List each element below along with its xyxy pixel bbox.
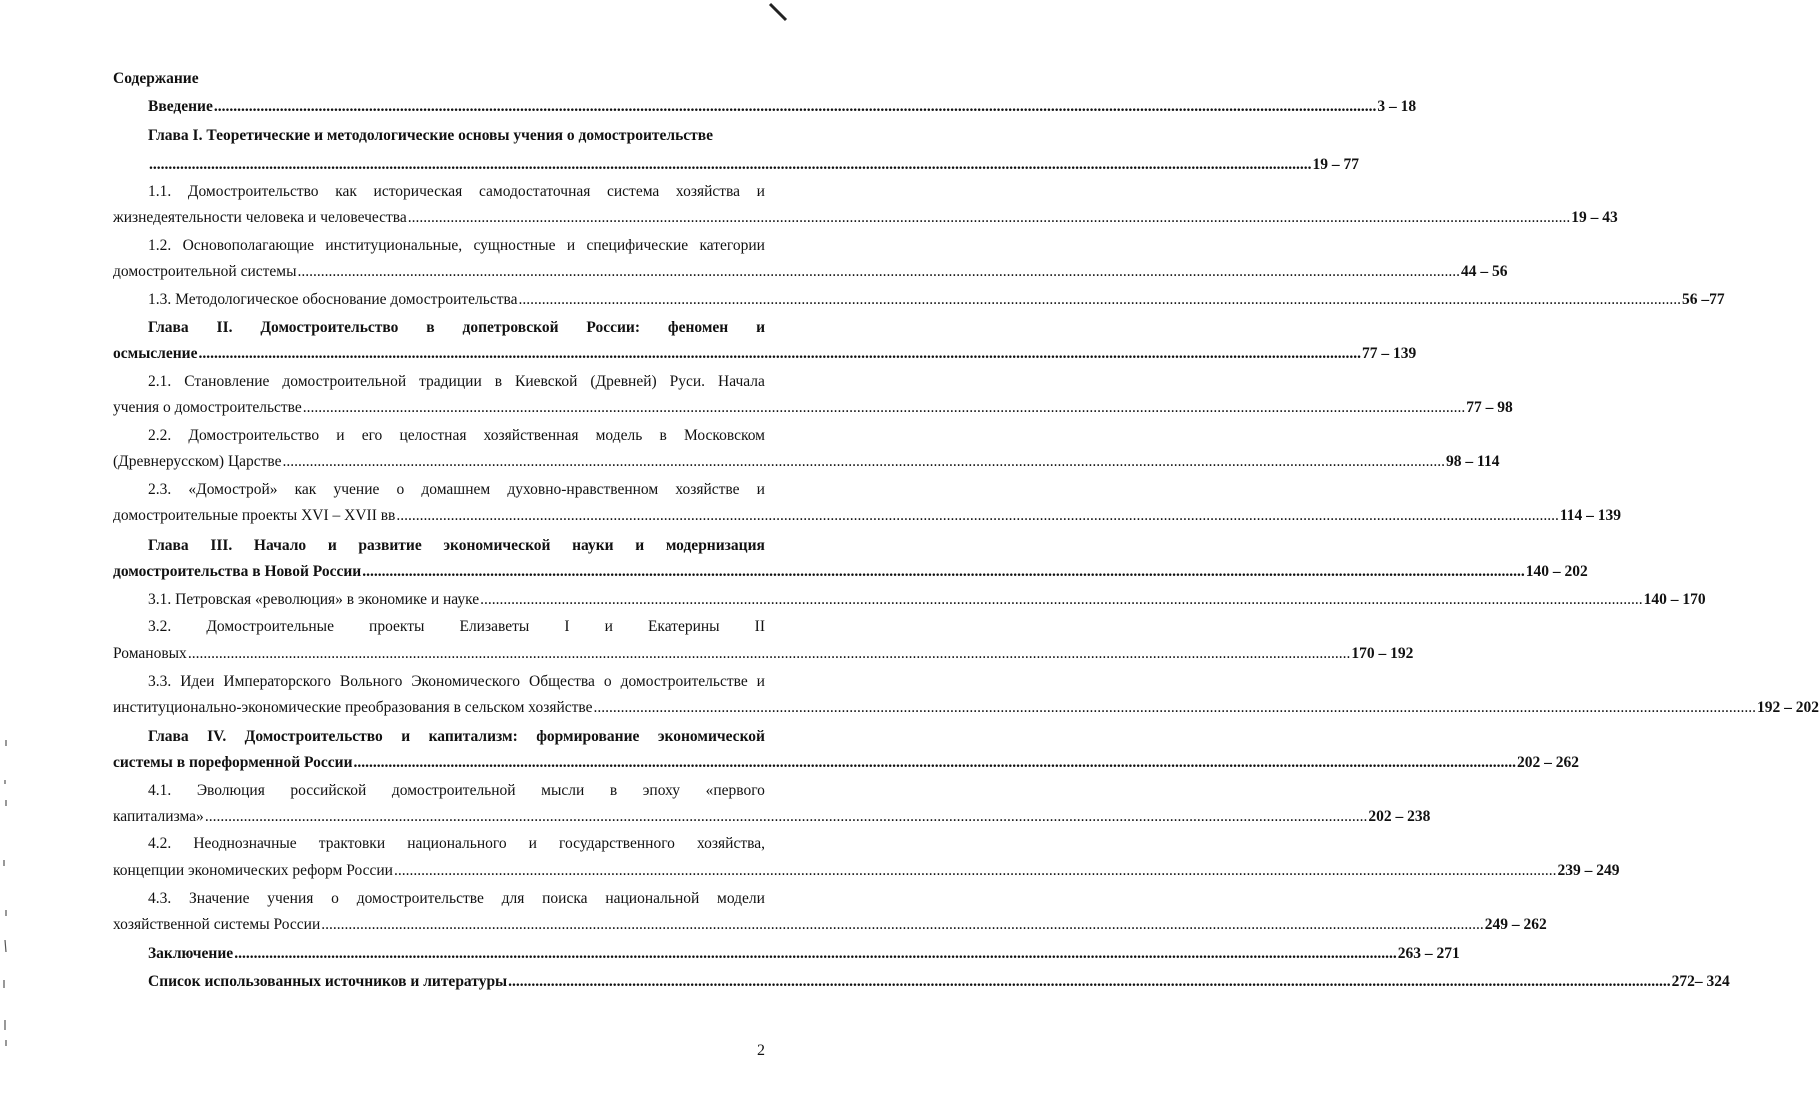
- entry-pages: 249 – 262: [1484, 916, 1547, 933]
- entry-pages: 77 – 139: [1362, 345, 1417, 362]
- toc-entry-1-3: 1.3. Методологическое обоснование домостроительства ............................................................................................................................................................................................................................................................................................................ 56 –77: [148, 291, 1725, 308]
- entry-pages: 140 – 202: [1525, 563, 1588, 580]
- toc-entry-2-1-line2: учения о домостроительстве ............................................................................................................................................................................................................................................................................................................ 77 – 98: [113, 399, 1513, 416]
- entry-pages: 202 – 238: [1368, 808, 1431, 825]
- toc-entry-1-2-line1: 1.2. Основополагающие институциональные, сущностные и специфические категории: [148, 237, 765, 254]
- toc-chapter-2-line1: Глава II. Домостроительство в допетровской России: феномен и: [148, 319, 765, 336]
- scan-mark-left-icon: [0, 740, 14, 1070]
- entry-pages: 114 – 139: [1559, 507, 1622, 524]
- toc-entry-3-2-line2: Романовых ............................................................................................................................................................................................................................................................................................................ 170 – 192: [113, 645, 1414, 662]
- toc-chapter-1-pages-line: ............................................................................................................................................................................................................................................................................................................ 19 – 77: [149, 156, 1359, 173]
- toc-entry-2-2-line1: 2.2. Домостроительство и его целостная хозяйственная модель в Московском: [148, 427, 765, 444]
- toc-entry-1-1-line1: 1.1. Домостроительство как историческая самодостаточная система хозяйства и: [148, 183, 765, 200]
- toc-entry-1-2-line2: домостроительной системы ............................................................................................................................................................................................................................................................................................................ 44 – 56: [113, 263, 1508, 280]
- toc-entry-4-1-line1: 4.1. Эволюция российской домостроительной мысли в эпоху «первого: [148, 782, 765, 799]
- toc-entry-2-1-line1: 2.1. Становление домостроительной традиции в Киевской (Древней) Руси. Начала: [148, 373, 765, 390]
- entry-pages: 19 – 77: [1312, 156, 1359, 173]
- toc-entry-4-1-line2: капитализма» ............................................................................................................................................................................................................................................................................................................ 202 – 238: [113, 808, 1431, 825]
- toc-chapter-3-line1: Глава III. Начало и развитие экономической науки и модернизация: [148, 537, 765, 554]
- toc-entry-4-2-line2: концепции экономических реформ России ............................................................................................................................................................................................................................................................................................................ 239 – 249: [113, 862, 1620, 879]
- toc-chapter-4-line2: системы в пореформенной России ............................................................................................................................................................................................................................................................................................................ 202 – 262: [113, 754, 1580, 771]
- entry-pages: 192 – 202: [1757, 699, 1819, 716]
- toc-entry-3-3-line1: 3.3. Идеи Императорского Вольного Экономического Общества о домостроительстве и: [148, 673, 765, 690]
- page-number: 2: [757, 1042, 765, 1059]
- entry-pages: 239 – 249: [1557, 862, 1620, 879]
- toc-chapter-4-line1: Глава IV. Домостроительство и капитализм: формирование экономической: [148, 728, 765, 745]
- scan-mark-corner-icon: [768, 2, 790, 22]
- toc-entry-conclusion: Заключение ............................................................................................................................................................................................................................................................................................................ 263 – 271: [148, 945, 1460, 962]
- toc-entry-intro: Введение ............................................................................................................................................................................................................................................................................................................ 3 – 18: [148, 98, 1417, 115]
- toc-entry-4-2-line1: 4.2. Неоднозначные трактовки национального и государственного хозяйства,: [148, 835, 765, 852]
- toc-chapter-2-line2: осмысление ............................................................................................................................................................................................................................................................................................................ 77 – 139: [113, 345, 1417, 362]
- toc-entry-2-2-line2: (Древнерусском) Царстве ............................................................................................................................................................................................................................................................................................................ 98 – 114: [113, 453, 1500, 470]
- entry-pages: 3 – 18: [1377, 98, 1417, 115]
- toc-entry-4-3-line2: хозяйственной системы России ............................................................................................................................................................................................................................................................................................................ 249 – 262: [113, 916, 1547, 933]
- entry-pages: 263 – 271: [1397, 945, 1460, 962]
- toc-entry-4-3-line1: 4.3. Значение учения о домостроительстве для поиска национальной модели: [148, 890, 765, 907]
- entry-pages: 77 – 98: [1466, 399, 1513, 416]
- entry-pages: 19 – 43: [1571, 209, 1618, 226]
- entry-pages: 272– 324: [1671, 973, 1730, 990]
- toc-entry-3-1: 3.1. Петровская «революция» в экономике и науке ............................................................................................................................................................................................................................................................................................................ 140 – 170: [148, 591, 1706, 608]
- entry-label: Введение: [148, 98, 213, 115]
- entry-pages: 44 – 56: [1461, 263, 1508, 280]
- toc-entry-2-3-line1: 2.3. «Домострой» как учение о домашнем духовно-нравственном хозяйстве и: [148, 481, 765, 498]
- entry-pages: 98 – 114: [1446, 453, 1500, 470]
- page-title: Содержание: [113, 70, 199, 87]
- entry-pages: 56 –77: [1681, 291, 1725, 308]
- toc-entry-sources: Список использованных источников и литературы ............................................................................................................................................................................................................................................................................................................ 272– 324: [148, 973, 1730, 990]
- toc-chapter-3-line2: домостроительства в Новой России ............................................................................................................................................................................................................................................................................................................ 140 – 202: [113, 563, 1588, 580]
- toc-entry-3-3-line2: институционально-экономические преобразования в сельском хозяйстве ............................................................................................................................................................................................................................................................................................................ 192 – 202: [113, 699, 1819, 716]
- toc-chapter-1-heading: Глава I. Теоретические и методологические основы учения о домостроительстве: [148, 127, 714, 144]
- entry-pages: 202 – 262: [1517, 754, 1580, 771]
- toc-entry-1-1-line2: жизнедеятельности человека и человечества ............................................................................................................................................................................................................................................................................................................ 19 – 43: [113, 209, 1618, 226]
- toc-entry-2-3-line2: домостроительные проекты XVI – XVII вв ............................................................................................................................................................................................................................................................................................................ 114 – 139: [113, 507, 1622, 524]
- toc-entry-3-2-line1: 3.2. Домостроительные проекты Елизаветы I и Екатерины II: [148, 618, 765, 635]
- entry-pages: 170 – 192: [1351, 645, 1414, 662]
- entry-pages: 140 – 170: [1643, 591, 1706, 608]
